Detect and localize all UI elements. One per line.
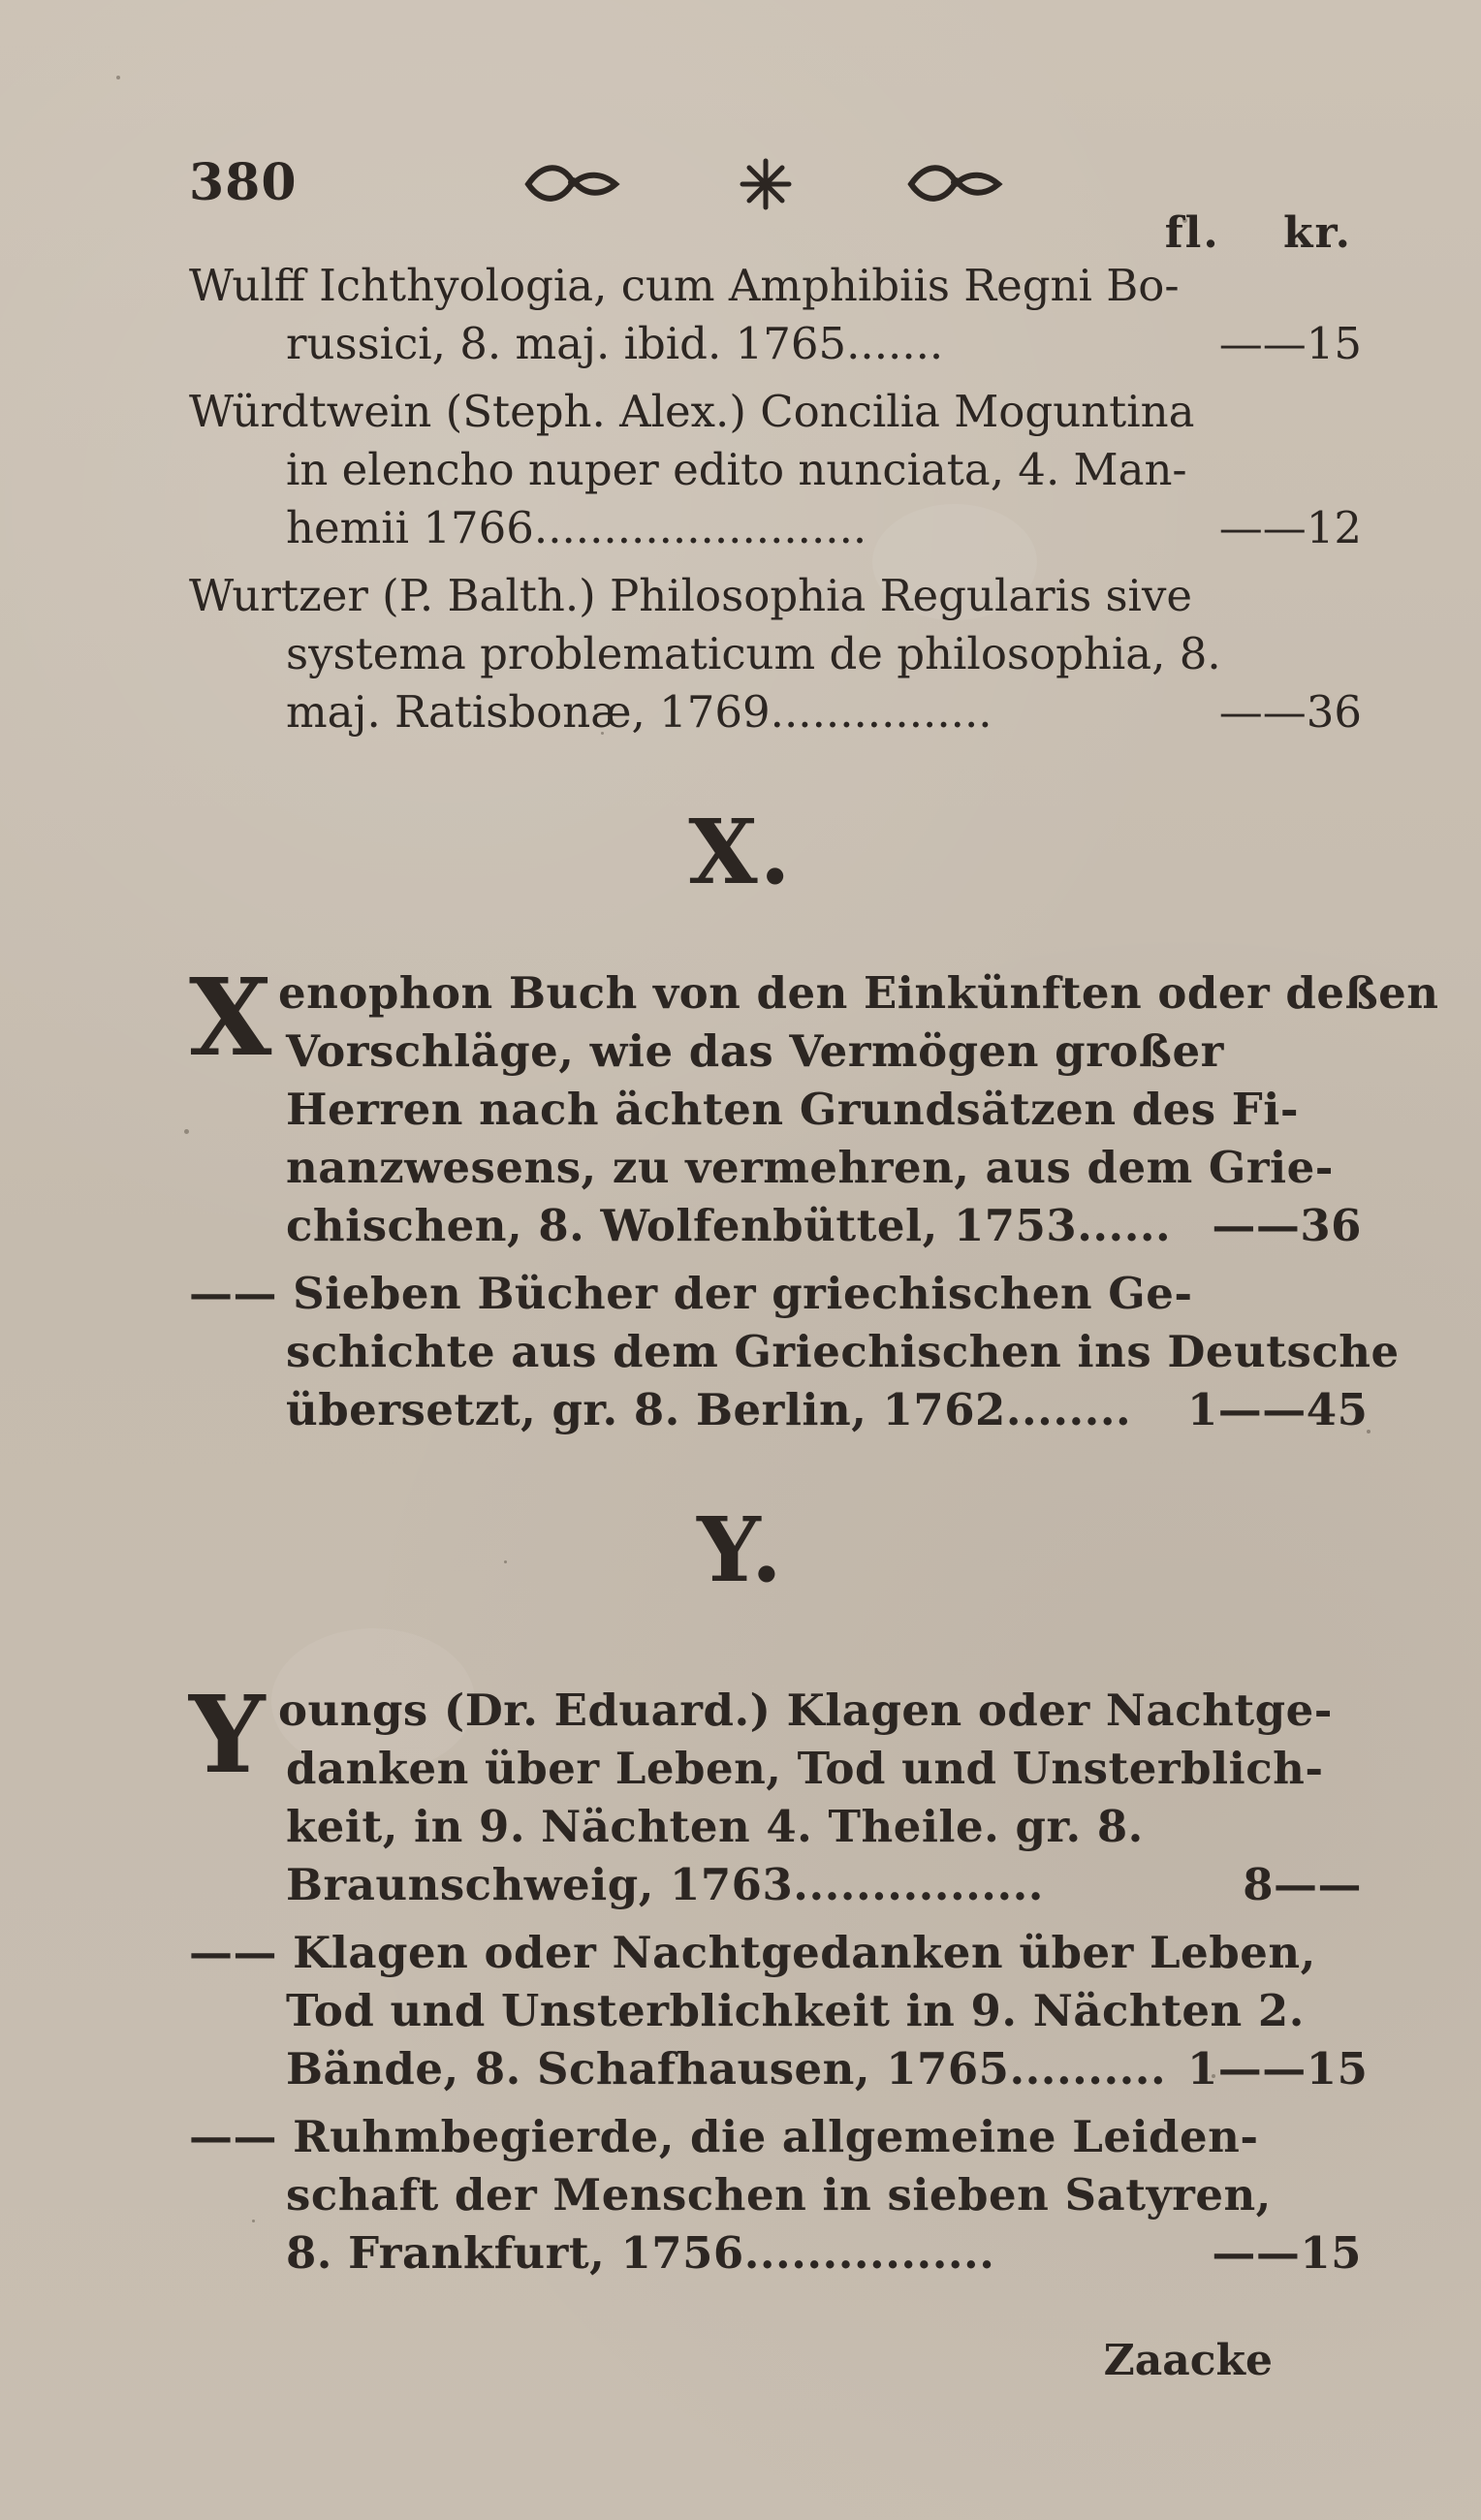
entry-line: Vorschläge, wie das Vermögen großer (286, 1025, 1224, 1077)
entry-line: Y oungs (Dr. Eduard.) Klagen oder Nachtge- (189, 1672, 1333, 1797)
price: ——36 (1212, 1200, 1362, 1251)
book-entry (189, 2108, 1362, 2283)
section-heading-y: Y. (697, 1497, 784, 1602)
ornament-center-icon (712, 155, 819, 213)
entry-line: übersetzt, gr. 8. Berlin, 1762........ (286, 1384, 1132, 1435)
book-entry (189, 567, 1362, 741)
ornament-right-icon (901, 155, 1008, 213)
book-entry (189, 383, 1362, 557)
entry-line: 8. Frankfurt, 1756................ (286, 2227, 995, 2279)
entry-line: schichte aus dem Griechischen ins Deutsche (286, 1326, 1400, 1377)
price: ——12 (1218, 502, 1362, 553)
entry-line: danken über Leben, Tod und Unsterblich- (286, 1743, 1324, 1794)
book-entry (189, 1265, 1400, 1439)
book-entry (189, 1672, 1362, 1914)
entry-line: chischen, 8. Wolfenbüttel, 1753...... (286, 1200, 1172, 1251)
currency-florin: fl. (1164, 208, 1220, 258)
section-heading-x: X. (688, 800, 793, 904)
entry-line: schaft der Menschen in sieben Satyren, (286, 2169, 1272, 2221)
entry-line: Braunschweig, 1763................ (286, 1859, 1044, 1910)
price: ——15 (1218, 318, 1362, 369)
price: ——36 (1218, 686, 1362, 738)
drop-cap-initial: X (189, 955, 272, 1080)
currency-header (1119, 208, 1352, 258)
section-w (189, 257, 1362, 751)
entry-line: Tod und Unsterblichkeit in 9. Nächten 2. (286, 1985, 1305, 2036)
paper-speck (116, 76, 120, 79)
book-entry (189, 955, 1439, 1255)
price: 1——45 (1187, 1384, 1369, 1435)
entry-line: systema problematicum de philosophia, 8. (286, 628, 1221, 679)
catchword: Zaacke (1103, 2336, 1273, 2385)
entry-line: Würdtwein (Steph. Alex.) Concilia Moguntina (189, 386, 1195, 437)
book-entry (189, 1924, 1369, 2098)
entry-line: nanzwesens, zu vermehren, aus dem Grie- (286, 1142, 1334, 1193)
section-y (189, 1672, 1369, 2292)
entry-line: Wulff Ichthyologia, cum Amphibiis Regni Bo- (189, 260, 1180, 311)
price: 1——15 (1187, 2043, 1369, 2095)
page-header (189, 136, 1352, 258)
price: 8—— (1243, 1859, 1362, 1910)
entry-line: —— Ruhmbegierde, die allgemeine Leiden- (189, 2111, 1259, 2162)
entry-line: Bände, 8. Schafhausen, 1765.......... (286, 2043, 1167, 2095)
ornament-left-icon (519, 155, 625, 213)
currency-kreuzer: kr. (1283, 208, 1352, 258)
entry-line: keit, in 9. Nächten 4. Theile. gr. 8. (286, 1801, 1144, 1852)
entry-line: hemii 1766........................ (286, 502, 867, 553)
entry-line: —— Klagen oder Nachtgedanken über Leben, (189, 1927, 1316, 1978)
entry-line: russici, 8. maj. ibid. 1765....... (286, 318, 944, 369)
entry-line: —— Sieben Bücher der griechischen Ge- (189, 1268, 1193, 1319)
entry-line: X enophon Buch von den Einkünften oder deßen (189, 955, 1439, 1080)
price: ——15 (1212, 2227, 1362, 2279)
book-entry (189, 257, 1362, 373)
drop-cap-initial: Y (189, 1672, 267, 1797)
entry-line: in elencho nuper edito nunciata, 4. Man- (286, 444, 1187, 495)
entry-line: Herren nach ächten Grundsätzen des Fi- (286, 1084, 1300, 1135)
entry-line: maj. Ratisbonæ, 1769................ (286, 686, 993, 738)
section-x (189, 955, 1439, 1449)
entry-line: Wurtzer (P. Balth.) Philosophia Regularis sive (189, 570, 1192, 621)
page-number: 380 (189, 153, 298, 212)
